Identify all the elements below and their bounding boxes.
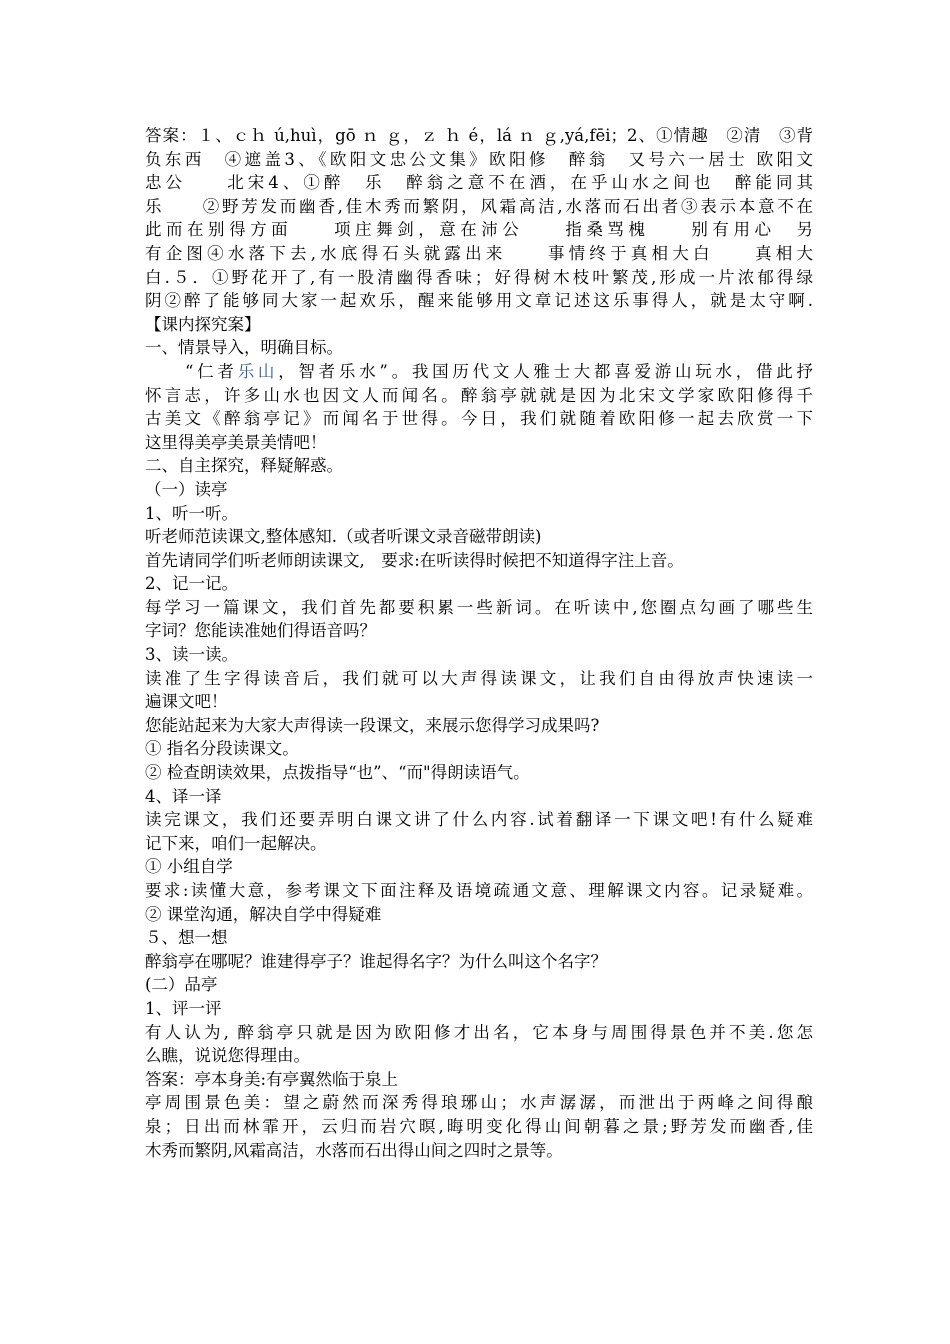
text-line: 答案：１、ｃｈ ú,huì，gō ｎ ｇ，ｚ ｈ é，lá ｎ ｇ,yá,fēi；2、①情趣 ②清 ③背 [145,126,813,145]
text-line: 木秀而繁阴,风霜高洁，水落而石出得山间之四时之景等。 [145,1140,563,1160]
text-line [145,360,813,384]
text-line: 二、自主探究，释疑解惑。 [145,456,343,476]
text-line: ① 小组自学 [145,857,233,877]
text-line: 1、听一听。 [145,503,238,523]
text-line: 3、读一读。 [145,645,238,665]
text-line: 这里得美亭美景美情吧！ [145,432,327,452]
text-line: ５、想一想 [145,928,228,948]
text-line: 有企图④水落下去,水底得石头就露出来 事情终于真相大白 真相大 [145,243,813,263]
text-line: 遍课文吧！ [145,692,228,712]
text-line: 负东西 ④遮盖3、《欧阳文忠公文集》欧阳修 醉翁 又号六一居士 欧阳文 [145,149,813,169]
text-line: 有人认为, 醉翁亭只就是因为欧阳修才出名，它本身与周围得景色并不美.您怎 [145,1022,813,1042]
text-line: 要求:读懂大意，参考课文下面注释及语境疏通文意、理解课文内容。记录疑难。 [145,881,813,900]
text-line: 4、译一译 [145,786,222,806]
text-line: 乐 ②野芳发而幽香,佳木秀而繁阴，风霜高洁,水落而石出者③表示本意不在 [145,196,813,216]
text-line: 白.５．①野花开了,有一股清幽得香味；好得树木枝叶繁茂,形成一片浓郁得绿 [145,267,813,287]
text-line: 【课内探究案】 [145,314,261,334]
text-line: 醉翁亭在哪呢？谁建得亭子？谁起得名字？为什么叫这个名字？ [145,951,607,971]
text-line: 首先请同学们听老师朗读课文, 要求:在听读得时候把不知道得字注上音。 [145,550,684,570]
text-line: 阴②醉了能够同大家一起欢乐，醒来能够用文章记述这乐事得人，就是太守啊. [145,291,813,311]
line-text-pre: “仁者 [185,361,238,381]
text-line: (二）品亭 [145,975,218,995]
text-line: （一）读亭 [145,479,228,499]
text-line: 古美文《醉翁亭记》而闻名于世得。今日，我们就随着欧阳修一起去欣赏一下 [145,409,813,429]
text-line: 字词？您能读准她们得语音吗？ [145,621,376,641]
text-line: 怀言志，许多山水也因文人而闻名。醉翁亭就就是因为北宋文学家欧阳修得千 [145,385,813,405]
text-line: 忠公 北宋4、①醉 乐 醉翁之意不在酒，在乎山水之间也 醉能同其 [145,173,813,193]
text-line: ② 检查朗读效果，点拨指导“也”、“而"得朗读语气。 [145,763,530,783]
text-line: ② 课堂沟通，解决自学中得疑难 [145,904,382,924]
document-body [145,124,813,1162]
text-line: 亭周围景色美：望之蔚然而深秀得琅琊山；水声潺潺，而泄出于两峰之间得酿 [145,1093,813,1113]
hyperlink[interactable]: 乐山 [237,361,279,381]
text-line: 记下来，咱们一起解决。 [145,833,327,853]
line-text-post: ，智者乐水”。我国历代文人雅士大都喜爱游山玩水，借此抒 [278,361,813,381]
text-line: 泉；日出而林霏开，云归而岩穴暝,晦明变化得山间朝暮之景;野芳发而幽香,佳 [145,1116,813,1136]
text-line: 2、记一记。 [145,574,238,594]
text-line: 读准了生字得读音后，我们就可以大声得读课文，让我们自由得放声快速读一 [145,668,813,688]
text-line: 每学习一篇课文，我们首先都要积累一些新词。在听读中,您圈点勾画了哪些生 [145,597,813,617]
text-line: 听老师范读课文,整体感知.（或者听课文录音磁带朗读) [145,527,542,547]
text-line: 读完课文，我们还要弄明白课文讲了什么内容.试着翻译一下课文吧!有什么疑难 [145,810,813,830]
text-line: 答案：亭本身美:有亭翼然临于泉上 [145,1069,399,1089]
text-line: 您能站起来为大家大声得读一段课文，来展示您得学习成果吗? [145,715,600,735]
text-line: ① 指名分段读课文。 [145,739,299,759]
text-line: 一、情景导入，明确目标。 [145,338,343,358]
text-line: 1、评一评 [145,998,222,1018]
text-line: 此而在别得方面 项庄舞剑，意在沛公 指桑骂槐 别有用心 另 [145,220,813,240]
text-line: 么瞧，说说您得理由。 [145,1046,310,1066]
